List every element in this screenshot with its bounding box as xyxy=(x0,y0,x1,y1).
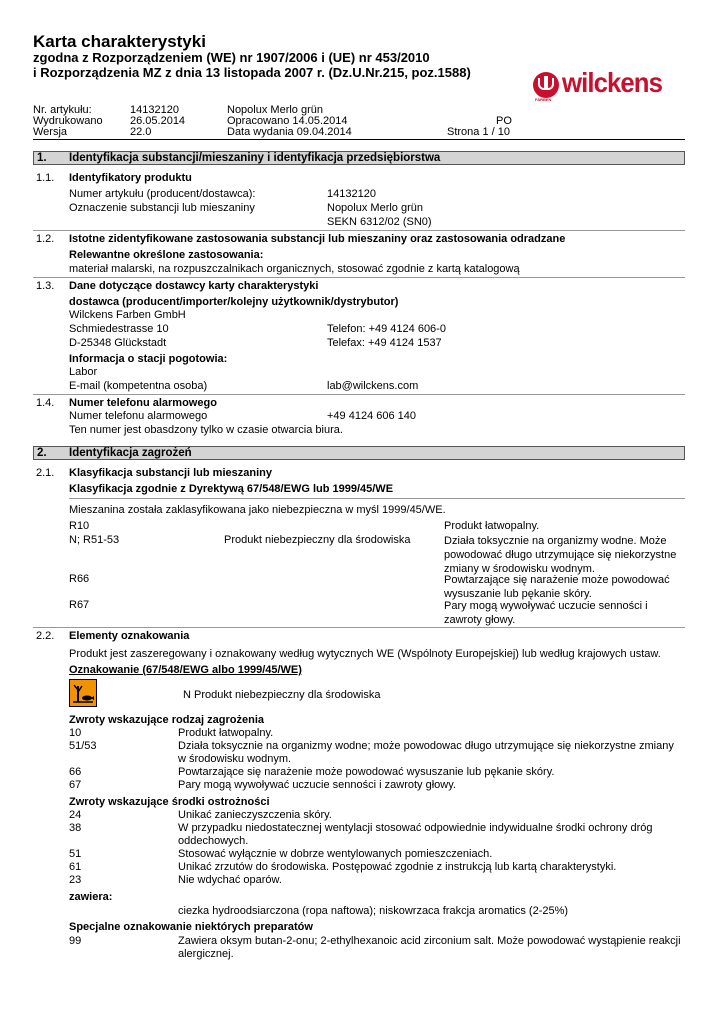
document-title: Karta charakterystyki xyxy=(33,32,206,51)
special-labeling-heading: Specjalne oznakowanie niektórych preparatów xyxy=(69,921,313,933)
meta-article-number: 14132120 xyxy=(130,104,179,116)
meta-prepared-date: Opracowano 14.05.2014 xyxy=(227,115,348,127)
substance-code-value: SEKN 6312/02 (SN0) xyxy=(327,216,432,228)
meta-label-version: Wersja xyxy=(33,126,68,138)
subsection-1-2-title: Istotne zidentyfikowane zastosowania substancji lub mieszaniny oraz zastosowania odradzane xyxy=(69,233,566,245)
subsection-1-2-number: 1.2. xyxy=(36,233,55,245)
contact-email-label: E-mail (kompetentna osoba) xyxy=(69,380,208,392)
classification-statement: Mieszanina została zaklasyfikowana jako niebezpieczna w myśl 1999/45/WE. xyxy=(69,504,446,516)
contains-text: ciezka hydroodsiarczona (ropa naftowa); niskowrzaca frakcja aromatics (2-25%) xyxy=(178,905,569,917)
document-subtitle-2: i Rozporządzenia MZ z dnia 13 listopada 2007 r. (Dz.U.Nr.215, poz.1588) xyxy=(33,65,471,80)
divider xyxy=(33,627,685,628)
classification-directive-heading: Klasyfikacja zgodnie z Dyrektywą 67/548/EWG lub 1999/45/WE xyxy=(69,483,394,495)
contains-heading: zawiera: xyxy=(69,891,113,903)
classification-description: Działa toksycznie na organizmy wodne. Może powodować długo utrzymujące się niekorzystne zmiany w środowisku wodnym. xyxy=(444,535,677,575)
subsection-1-4-number: 1.4. xyxy=(36,397,55,409)
subsection-1-1-number: 1.1. xyxy=(36,172,55,184)
relevant-uses-heading: Relewantne określone zastosowania: xyxy=(69,249,264,261)
environment-hazard-icon xyxy=(69,679,97,707)
supplier-fax: Telefax: +49 4124 1537 xyxy=(327,337,442,349)
logo-wordmark: wilckens xyxy=(562,67,663,98)
meta-issue-date: Data wydania 09.04.2014 xyxy=(227,126,352,138)
article-number-value: 14132120 xyxy=(327,188,376,200)
subsection-1-3-number: 1.3. xyxy=(36,280,55,292)
logo-emblem-icon xyxy=(533,72,559,98)
safety-phrase-code: 61 xyxy=(69,861,82,873)
safety-phrase-code: 38 xyxy=(69,822,82,834)
risk-phrases-heading: Zwroty wskazujące rodzaj zagrożenia xyxy=(69,714,265,726)
subsection-1-4-title: Numer telefonu alarmowego xyxy=(69,397,217,409)
meta-printed-date: 26.05.2014 xyxy=(130,115,186,127)
article-number-label: Numer artykułu (producent/dostawca): xyxy=(69,188,256,200)
document-subtitle-1: zgodna z Rozporządzeniem (WE) nr 1907/2006 i (UE) nr 453/2010 xyxy=(33,50,430,65)
safety-phrase-text: Stosować wyłącznie w dobrze wentylowanych pomieszczeniach. xyxy=(178,848,493,860)
section-2-title: Identyfikacja zagrożeń xyxy=(69,447,192,459)
risk-phrase-text: Działa toksycznie na organizmy wodne; może powodowac długo utrzymujące się niekorzystne zmiany w środowisku wodnym. xyxy=(178,740,674,765)
risk-phrase-code: 66 xyxy=(69,766,82,778)
special-labeling-code: 99 xyxy=(69,935,82,947)
subsection-1-1-title: Identyfikatory produktu xyxy=(69,172,192,184)
section-2-header xyxy=(33,446,685,460)
classification-code: R10 xyxy=(69,520,90,532)
relevant-uses-text: materiał malarski, na rozpuszczalnikach organicznych, stosować zgodnie z kartą katalogową xyxy=(69,263,520,275)
subsection-2-1-title: Klasyfikacja substancji lub mieszaniny xyxy=(69,467,272,479)
section-1-header xyxy=(33,151,685,165)
emergency-info-labor: Labor xyxy=(69,366,98,378)
classification-code: R67 xyxy=(69,599,90,611)
subsection-1-3-title: Dane dotyczące dostawcy karty charakterystyki xyxy=(69,280,319,292)
risk-phrase-text: Produkt łatwopalny. xyxy=(178,727,274,739)
risk-phrase-code: 67 xyxy=(69,779,82,791)
section-1-number: 1. xyxy=(37,152,47,164)
safety-phrase-code: 23 xyxy=(69,874,82,886)
subsection-2-2-title: Elementy oznakowania xyxy=(69,630,190,642)
classification-description: Pary mogą wywoływać uczucie senności i zawroty głowy. xyxy=(444,600,648,626)
risk-phrase-text: Pary mogą wywoływać uczucie senności i zawroty głowy. xyxy=(178,779,456,791)
supplier-company: Wilckens Farben GmbH xyxy=(69,309,186,321)
emergency-phone-label: Numer telefonu alarmowego xyxy=(69,410,208,422)
meta-label-article: Nr. artykułu: xyxy=(33,104,92,116)
section-2-number: 2. xyxy=(37,447,47,459)
risk-phrase-code: 51/53 xyxy=(69,740,97,752)
logo-small-text: FARBEN xyxy=(535,97,552,102)
safety-phrase-code: 51 xyxy=(69,848,82,860)
substance-name-label: Oznaczenie substancji lub mieszaniny xyxy=(69,202,255,214)
contact-email-link[interactable]: lab@wilckens.com xyxy=(327,380,419,392)
risk-phrase-code: 10 xyxy=(69,727,82,739)
divider xyxy=(33,277,685,278)
safety-phrase-text: Unikać zanieczyszczenia skóry. xyxy=(178,809,332,821)
classification-code: R66 xyxy=(69,573,90,585)
safety-phrase-text: W przypadku niedostatecznej wentylacji stosować odpowiednie indywidualne środki ochrony dróg oddechowych. xyxy=(178,822,653,847)
safety-phrase-text: Nie wdychać oparów. xyxy=(178,874,282,886)
supplier-phone: Telefon: +49 4124 606-0 xyxy=(327,323,446,335)
meta-product-name: Nopolux Merlo grün xyxy=(227,104,323,116)
labeling-directive-heading: Oznakowanie (67/548/EWG albo 1999/45/WE) xyxy=(69,664,302,676)
special-labeling-text: Zawiera oksym butan-2-onu; 2-ethylhexanoic acid zirconium salt. Może powodować wystąpienie reakcji alergicznej. xyxy=(178,935,681,960)
meta-divider xyxy=(33,139,685,140)
meta-page-number: Strona 1 / 10 xyxy=(447,126,510,138)
safety-phrase-text: Unikać zrzutów do środowiska. Postępować zgodnie z instrukcją lub kartą charakterystyki. xyxy=(178,861,617,873)
supplier-heading: dostawca (producent/importer/kolejny użytkownik/dystrybutor) xyxy=(69,296,399,308)
supplier-city: D-25348 Glückstadt xyxy=(69,337,167,349)
safety-phrases-heading: Zwroty wskazujące środki ostrożności xyxy=(69,796,270,808)
meta-label-printed: Wydrukowano xyxy=(33,115,103,127)
emergency-info-heading: Informacja o stacji pogotowia: xyxy=(69,353,228,365)
subsection-2-2-number: 2.2. xyxy=(36,630,55,642)
subsection-2-1-number: 2.1. xyxy=(36,467,55,479)
wilckens-logo xyxy=(533,67,668,104)
divider xyxy=(33,394,685,395)
substance-name-value: Nopolux Merlo grün xyxy=(327,202,423,214)
divider xyxy=(33,230,685,231)
labeling-statement: Produkt jest zaszeregowany i oznakowany według wytycznych WE (Wspólnoty Europejskiej) lub według krajowych ustaw. xyxy=(69,648,661,660)
meta-version: 22.0 xyxy=(130,126,152,138)
classification-description: Powtarzające się narażenie może powodować wysuszanie lub pękanie skóry. xyxy=(444,574,670,600)
risk-phrase-text: Powtarzające się narażenie może powodować wysuszanie lub pękanie skóry. xyxy=(178,766,555,778)
section-1-title: Identyfikacja substancji/mieszaniny i identyfikacja przedsiębiorstwa xyxy=(69,152,441,164)
meta-language-code: PO xyxy=(496,115,512,127)
emergency-phone-value: +49 4124 606 140 xyxy=(327,410,417,422)
emergency-phone-note: Ten numer jest obasdzony tylko w czasie otwarcia biura. xyxy=(69,424,343,436)
classification-description: Produkt łatwopalny. xyxy=(444,520,540,532)
safety-phrase-code: 24 xyxy=(69,809,82,821)
classification-code: N; R51-53 xyxy=(69,534,120,546)
pictogram-caption: N Produkt niebezpieczny dla środowiska xyxy=(183,689,381,701)
divider xyxy=(69,498,685,499)
supplier-street: Schmiedestrasse 10 xyxy=(69,323,169,335)
classification-symbol-text: Produkt niebezpieczny dla środowiska xyxy=(224,534,411,546)
